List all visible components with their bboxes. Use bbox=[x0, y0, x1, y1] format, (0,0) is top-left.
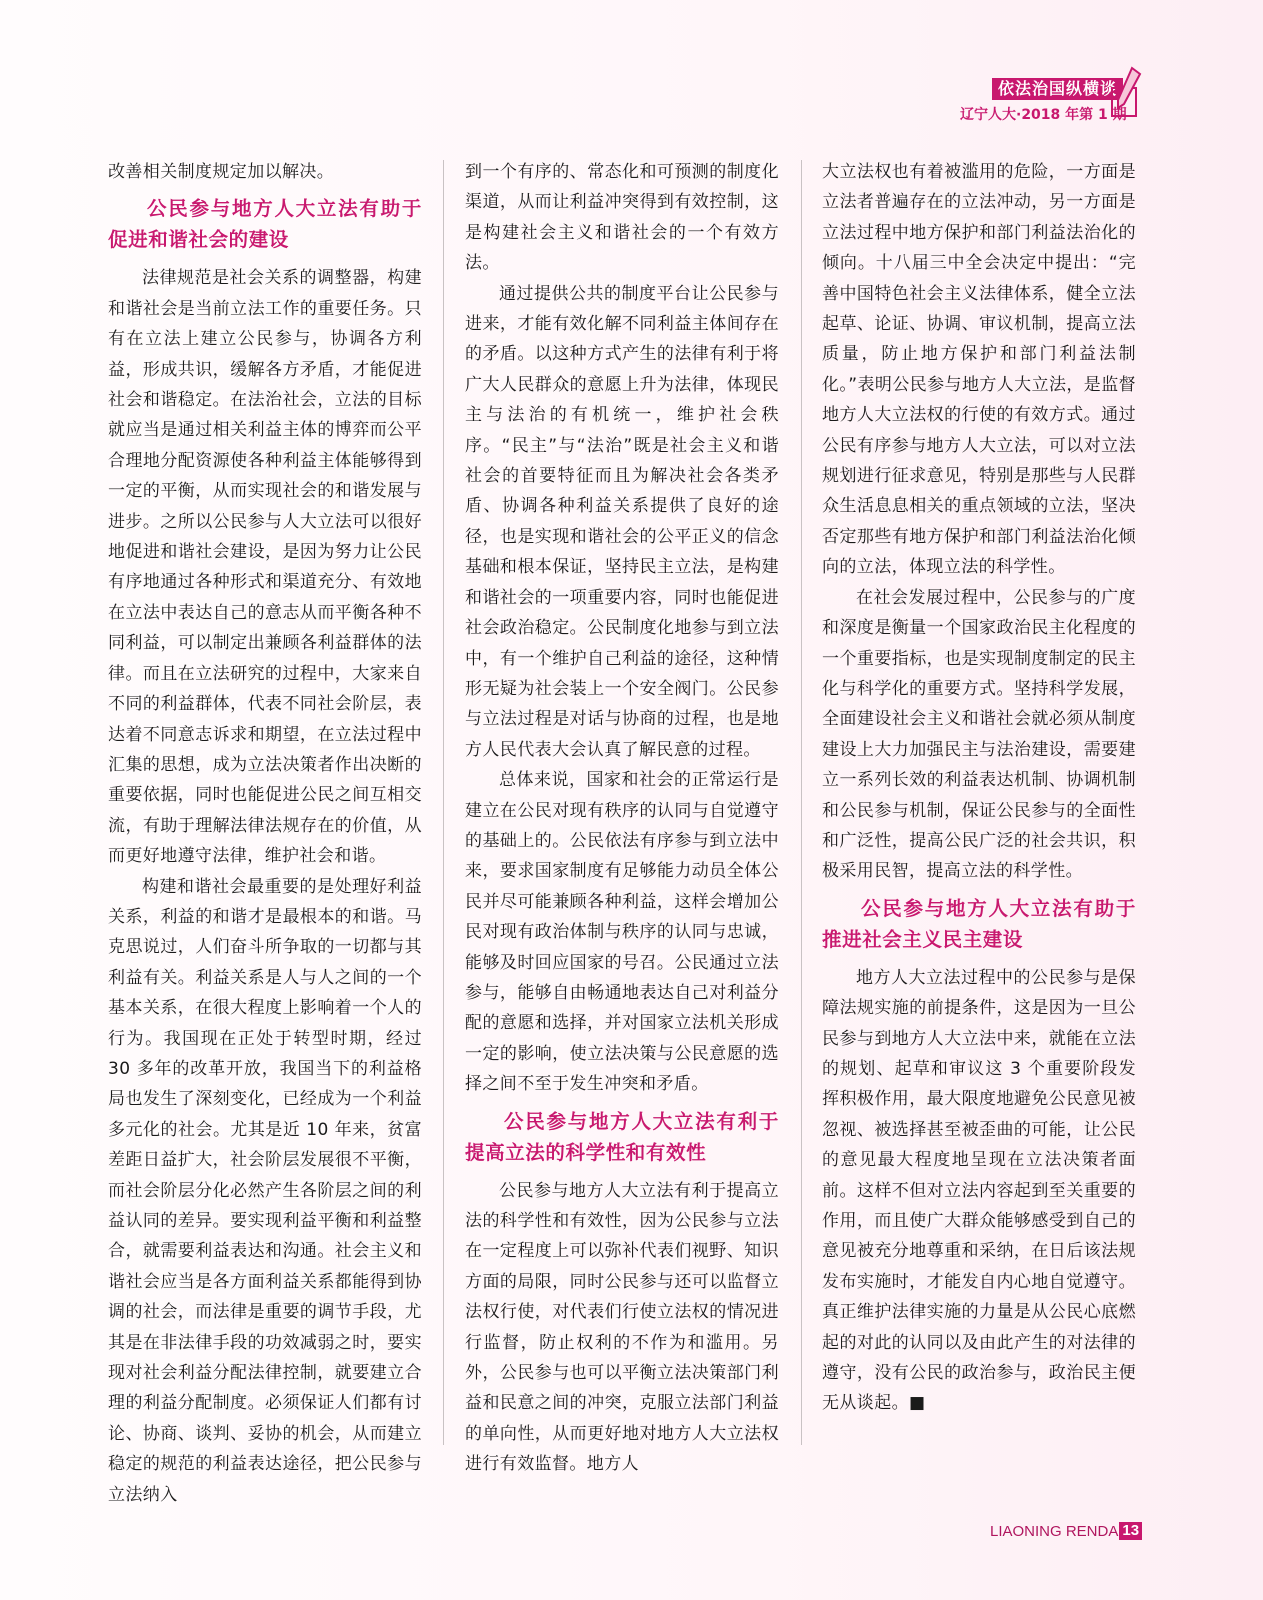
page-number: 13 bbox=[1119, 1522, 1142, 1540]
paragraph: 到一个有序的、常态化和可预测的制度化渠道，从而让利益冲突得到有效控制，这是构建社会主义和谐社会的一个有效方法。 bbox=[465, 162, 779, 274]
paragraph: 法律规范是社会关系的调整器，构建和谐社会是当前立法工作的重要任务。只有在立法上建立公民参与，协调各方利益，形成共识，缓解各方矛盾，才能促进社会和谐稳定。在法治社会，立法的目标就应当是通过相关利益主体的博弈而公平合理地分配资源使各种利益主体能够得到一定的平衡，从而实现社会的和谐发展与进步。之所以公民参与人大立法可以很好地促进和谐社会建设，是因为努力让公民有序地通过各种形式和渠道充分、有效地在立法中表达自己的意志从而平衡各种不同利益，可以制定出兼顾各利益群体的法律。而且在立法研究的过程中，大家来自不同的利益群体，代表不同社会阶层，表达着不同意志诉求和期望，在立法过程中汇集的思想，成为立法决策者作出决断的重要依据，同时也能促进公民之间互相交流，有助于理解法律法规存在的价值，从而更好地遵守法律，维护社会和谐。 bbox=[108, 268, 422, 867]
magazine-name: LIAONING RENDA bbox=[990, 1522, 1119, 1540]
paragraph: 在社会发展过程中，公民参与的广度和深度是衡量一个国家政治民主化程度的一个重要指标，也是实现制度制定的民主化与科学化的重要方式。坚持科学发展，全面建设社会主义和谐社会就必须从制度建设上大力加强民主与法治建设，需要建立一系列长效的利益表达机制、协调机制和公民参与机制，保证公民参与的全面性和广泛性，提高公民广泛的社会共识，积极采用民智，提高立法的科学性。 bbox=[822, 587, 1136, 882]
section-heading: 公民参与地方人大立法有利于提高立法的科学性和有效性 bbox=[465, 1109, 779, 1164]
column-divider bbox=[801, 160, 802, 1445]
article-column-1 bbox=[108, 157, 422, 1510]
paragraph: 总体来说，国家和社会的正常运行是建立在公民对现有秩序的认同与自觉遵守的基础上的。公民依法有序参与到立法中来，要求国家制度有足够能力动员全体公民并尽可能兼顾各种利益，这样会增加公民对现有政治体制与秩序的认同与忠诚，能够及时回应国家的号召。公民通过立法参与，能够自由畅通地表达自己对利益分配的意愿和选择，并对国家立法机关形成一定的影响，使立法决策与公民意愿的选择之间不至于发生冲突和矛盾。 bbox=[465, 770, 779, 1095]
paragraph: 公民参与地方人大立法有利于提高立法的科学性和有效性，因为公民参与立法在一定程度上可以弥补代表们视野、知识方面的局限，同时公民参与还可以监督立法权行使，对代表们行使立法权的情况进行监督，防止权利的不作为和滥用。另外，公民参与也可以平衡立法决策部门利益和民意之间的冲突，克服立法部门利益的单向性，从而更好地对地方人大立法权进行有效监督。地方人 bbox=[465, 1180, 779, 1475]
section-heading: 公民参与地方人大立法有助于推进社会主义民主建设 bbox=[822, 896, 1136, 951]
section-heading: 公民参与地方人大立法有助于促进和谐社会的建设 bbox=[108, 197, 422, 252]
pencil-icon bbox=[1110, 64, 1142, 120]
paragraph: 大立法权也有着被滥用的危险，一方面是立法者普遍存在的立法冲动，另一方面是立法过程中地方保护和部门利益法治化的倾向。十八届三中全会决定中提出：“完善中国特色社会主义法律体系，健全立法起草、论证、协调、审议机制，提高立法质量，防止地方保护和部门利益法制化。”表明公民参与地方人大立法，是监督地方人大立法权的行使的有效方式。通过公民有序参与地方人大立法，可以对立法规划进行征求意见，特别是那些与人民群众生活息息相关的重点领域的立法，坚决否定那些有地方保护和部门利益法治化倾向的立法，体现立法的科学性。 bbox=[822, 162, 1136, 578]
page-footer bbox=[990, 1522, 1142, 1540]
paragraph: 改善相关制度规定加以解决。 bbox=[108, 162, 335, 182]
paragraph: 通过提供公共的制度平台让公民参与进来，才能有效化解不同利益主体间存在的矛盾。以这种方式产生的法律有利于将广大人民群众的意愿上升为法律，体现民主与法治的有机统一，维护社会秩序。“民主”与“法治”既是社会主义和谐社会的首要特征而且为解决社会各类矛盾、协调各种利益关系提供了良好的途径，也是实现和谐社会的公平正义的信念基础和根本保证，坚持民主立法，是构建和谐社会的一项重要内容，同时也能促进社会政治稳定。公民制度化地参与到立法中，有一个维护自己利益的途径，这种情形无疑为社会装上一个安全阀门。公民参与立法过程是对话与协商的过程，也是地方人民代表大会认真了解民意的过程。 bbox=[465, 283, 779, 760]
article-column-2 bbox=[465, 157, 779, 1480]
paragraph: 地方人大立法过程中的公民参与是保障法规实施的前提条件，这是因为一旦公民参与到地方人大立法中来，就能在立法的规划、起草和审议这 3 个重要阶段发挥积极作用，最大限度地避免公民意见被忽视、被选择甚至被歪曲的可能，让公民的意见最大程度地呈现在立法决策者面前。这样不但对立法内容起到至关重要的作用，而且使广大群众能够感受到自己的意见被充分地尊重和采纳，在日后该法规发布实施时，才能发自内心地自觉遵守。真正维护法律实施的力量是从公民心底燃起的对此的认同以及由此产生的对法律的遵守，没有公民的政治参与，政治民主便无从谈起。■ bbox=[822, 967, 1136, 1414]
article-column-3 bbox=[822, 157, 1136, 1419]
issue-label: 辽宁人大·2018 年第 1 期 bbox=[960, 107, 1127, 123]
paragraph: 构建和谐社会最重要的是处理好利益关系，利益的和谐才是最根本的和谐。马克思说过，人们奋斗所争取的一切都与其利益有关。利益关系是人与人之间的一个基本关系，在很大程度上影响着一个人的行为。我国现在正处于转型时期，经过 30 多年的改革开放，我国当下的利益格局也发生了深刻变化，已经成为一个利益多元化的社会。尤其是近 10 年来，贫富差距日益扩大，社会阶层发展很不平衡，而社会阶层分化必然产生各阶层之间的利益认同的差异。要实现利益平衡和利益整合，就需要利益表达和沟通。社会主义和谐社会应当是各方面利益关系都能得到协调的社会，而法律是重要的调节手段，尤其是在非法律手段的功效减弱之时，要实现对社会利益分配法律控制，就要建立合理的利益分配制度。必须保证人们都有讨论、协商、谈判、妥协的机会，从而建立稳定的规范的利益表达途径，把公民参与立法纳入 bbox=[108, 876, 422, 1505]
column-title: 依法治国纵横谈 bbox=[992, 78, 1123, 100]
column-divider bbox=[443, 160, 444, 1445]
